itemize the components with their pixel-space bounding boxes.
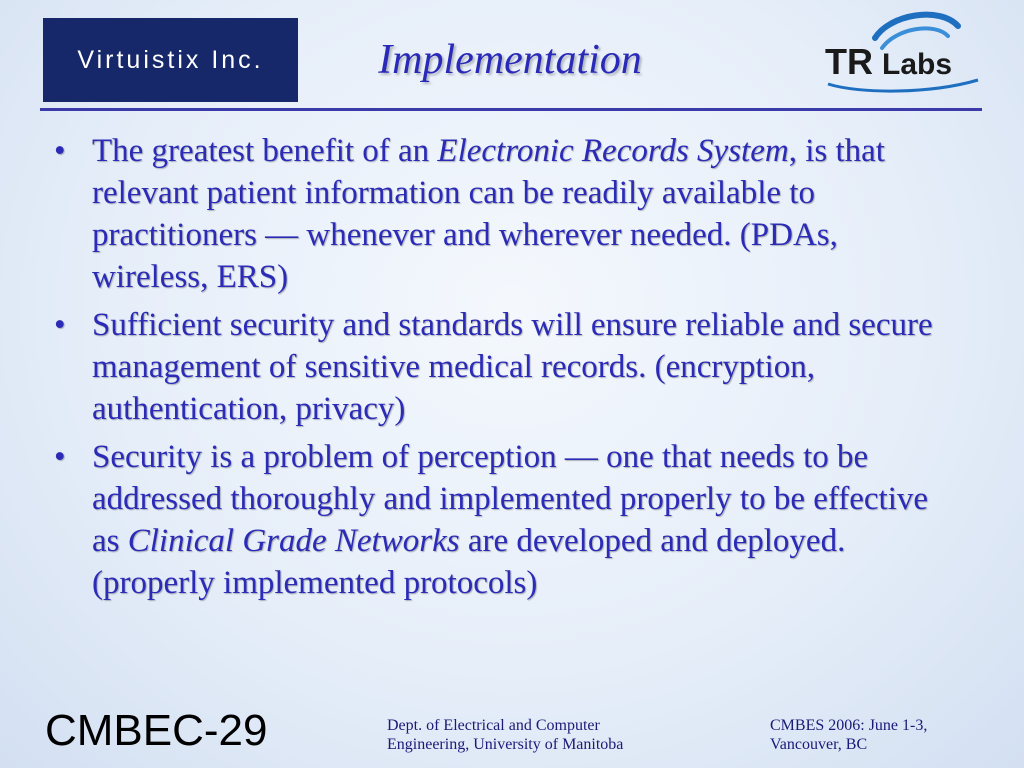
footer-department-line1: Dept. of Electrical and Computer <box>387 717 600 734</box>
bullet-item <box>48 130 958 298</box>
trlabs-swoosh-inner <box>882 28 948 48</box>
bullet-dot: • <box>54 439 66 475</box>
bullet-dot: • <box>54 133 66 169</box>
footer-conference-line1: CMBES 2006: June 1-3, <box>770 717 928 734</box>
virtuistix-logo <box>43 18 298 102</box>
bullet-text-before: The greatest benefit of an <box>92 133 438 169</box>
bullet-text-before: Security is a problem of perception — one that needs to be addressed thoroughly and implemented properly to be effective as <box>92 439 929 559</box>
footer-conference-line2: Vancouver, BC <box>770 736 868 753</box>
bullet-item <box>48 436 958 604</box>
trlabs-tr-text: TR <box>825 41 873 82</box>
title-divider <box>40 108 982 111</box>
bullet-text-emphasis: Electronic Records System <box>437 133 789 169</box>
footer-department-line2: Engineering, University of Manitoba <box>387 736 624 753</box>
slide-id: CMBEC-29 <box>45 706 268 755</box>
bullet-text: Sufficient security and standards will ensure reliable and secure management of sensitive medical records. (encryption, authentication, privacy) <box>92 307 933 427</box>
bullet-text-emphasis: Clinical Grade Networks <box>127 523 460 559</box>
trlabs-logo <box>820 8 990 102</box>
footer-department <box>387 716 717 754</box>
bullet-dot: • <box>54 307 66 343</box>
trlabs-labs-text: Labs <box>882 48 953 81</box>
footer-conference <box>770 716 1000 754</box>
company-logo-text: Virtuistix Inc. <box>77 45 264 74</box>
bullet-text-after: are developed and deployed. (properly implemented protocols) <box>92 523 846 601</box>
bullet-list <box>48 130 958 610</box>
slide-title: Implementation <box>378 37 642 83</box>
bullet-item <box>48 304 958 430</box>
bullet-text-after: , is that relevant patient information can be readily available to practitioners — whenever and wherever needed. (PDAs, wireless, ERS) <box>92 133 885 295</box>
